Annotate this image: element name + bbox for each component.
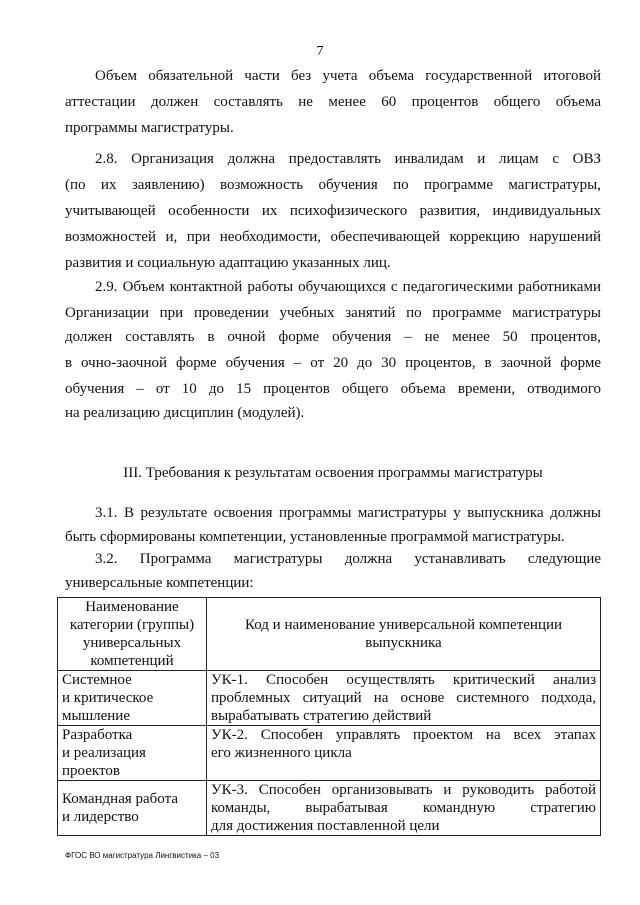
header-code <box>207 598 601 671</box>
category-line: Системное <box>62 672 132 688</box>
competencies-table <box>57 597 601 836</box>
category-line: и реализация <box>62 745 146 761</box>
competence-line: команды, вырабатывая командную стратегию <box>211 800 596 816</box>
text-line: развития и социальную адаптацию указанных лиц. <box>65 255 391 271</box>
text-line: 3.1. В результате освоения программы магистратуры у выпускника должны <box>95 505 601 521</box>
header-category-line: Наименование <box>85 599 179 615</box>
text-line: 3.2. Программа магистратуры должна устанавливать следующие <box>95 551 601 567</box>
header-code-line: Код и наименование универсальной компетенции <box>244 617 563 633</box>
competence-line: УК-2. Способен управлять проектом на всех этапах <box>211 727 596 743</box>
category-line: мышление <box>62 708 130 724</box>
text-line: в очно-заочной форме обучения – от 20 до 30 процентов, в заочной форме <box>65 355 601 371</box>
table-header-row <box>58 598 601 671</box>
text-line: 2.9. Объем контактной работы обучающихся с педагогическими работниками <box>95 279 601 295</box>
category-cell <box>58 781 207 836</box>
header-code-line: выпускника <box>365 635 442 651</box>
competence-line: вырабатывать стратегию действий <box>211 708 432 724</box>
text-line: учитывающей особенности их психофизического развития, индивидуальных <box>65 203 601 219</box>
section-heading: III. Требования к результатам освоения программы магистратуры <box>123 465 543 481</box>
text-line: должен составлять в очной форме обучения – не менее 50 процентов, <box>65 329 601 345</box>
competence-cell <box>207 671 601 726</box>
page-number: 7 <box>316 44 324 59</box>
table-row <box>58 726 601 781</box>
header-category-line: универсальных <box>82 635 182 651</box>
competence-line: проблемных ситуаций на основе системного подхода, <box>211 690 596 706</box>
text-line: Объем обязательной части без учета объема государственной итоговой <box>95 68 601 84</box>
category-line: Командная работа <box>62 791 179 807</box>
competence-line: УК-3. Способен организовывать и руководить работой <box>211 782 596 798</box>
text-line: программы магистратуры. <box>65 120 234 136</box>
text-line: Организации при проведении учебных занятий по программе магистратуры <box>65 305 601 321</box>
text-line: на реализацию дисциплин (модулей). <box>65 405 305 421</box>
category-cell <box>58 726 207 781</box>
category-line: проектов <box>62 763 120 779</box>
text-line: возможностей и, при необходимости, обеспечивающей коррекцию нарушений <box>65 229 601 245</box>
category-cell <box>58 671 207 726</box>
competence-line: для достижения поставленной цели <box>211 818 440 834</box>
text-line: быть сформированы компетенции, установленные программой магистратуры. <box>65 529 565 545</box>
table-row <box>58 671 601 726</box>
text-line: обучения – от 10 до 15 процентов общего объема времени, отводимого <box>65 381 601 397</box>
competence-line: его жизненного цикла <box>211 745 352 761</box>
competence-cell <box>207 726 601 781</box>
footer-text: ФГОС ВО магистратура Лингвистика – 03 <box>65 851 220 860</box>
header-category-line: категории (группы) <box>69 617 195 633</box>
competence-line: УК-1. Способен осуществлять критический анализ <box>211 672 596 688</box>
text-line: 2.8. Организация должна предоставлять инвалидам и лицам с ОВЗ <box>95 151 601 167</box>
category-line: Разработка <box>62 727 133 743</box>
text-line: аттестации должен составлять не менее 60 процентов общего объема <box>65 94 601 110</box>
header-category-line: компетенций <box>90 653 174 669</box>
category-line: и лидерство <box>62 809 139 825</box>
category-line: и критическое <box>62 690 154 706</box>
text-line: (по их заявлению) возможность обучения по программе магистратуры, <box>65 177 601 193</box>
text-line: универсальные компетенции: <box>65 575 254 591</box>
header-category <box>58 598 207 671</box>
competence-cell <box>207 781 601 836</box>
table-row <box>58 781 601 836</box>
